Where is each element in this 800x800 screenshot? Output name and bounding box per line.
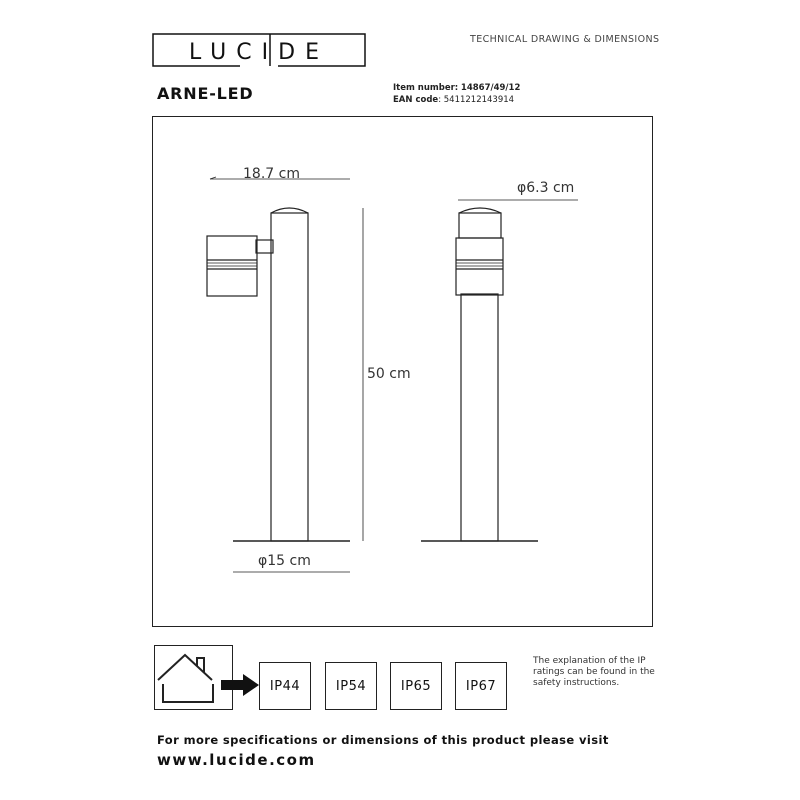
front-view-head	[456, 238, 503, 295]
side-view-post	[271, 213, 308, 541]
side-view-cap	[271, 208, 308, 213]
item-number-label: Item number:	[393, 83, 459, 93]
arrow-right-icon	[221, 672, 261, 698]
front-view-post	[461, 294, 498, 541]
ip-rating-box: IP54	[325, 662, 377, 710]
ean-value: : 5411212143914	[438, 95, 515, 105]
ip-rating-box: IP67	[455, 662, 507, 710]
ip-explanation-note: The explanation of the IP ratings can be found in the safety instructions.	[533, 656, 655, 688]
brand-wordmark: LUCIDE	[189, 40, 329, 65]
height-dimension-label: 50 cm	[367, 366, 411, 382]
website-link[interactable]: www.lucide.com	[157, 751, 316, 769]
ip-rating-box: IP65	[390, 662, 442, 710]
width-dimension-label: 18.7 cm	[243, 166, 300, 182]
ean-label: EAN code	[393, 95, 439, 105]
base-dimension-label: φ15 cm	[258, 553, 311, 569]
ip-rating-box: IP44	[259, 662, 311, 710]
front-view-cap-housing	[459, 213, 501, 238]
product-name: ARNE-LED	[157, 84, 254, 103]
footer-text: For more specifications or dimensions of this product please visit	[157, 733, 609, 747]
head-dimension-label: φ6.3 cm	[517, 180, 575, 196]
document-title: TECHNICAL DRAWING & DIMENSIONS	[470, 34, 660, 45]
house-icon	[155, 646, 231, 708]
front-view-cap	[459, 208, 501, 213]
item-number-value: 14867/49/12	[460, 83, 521, 93]
